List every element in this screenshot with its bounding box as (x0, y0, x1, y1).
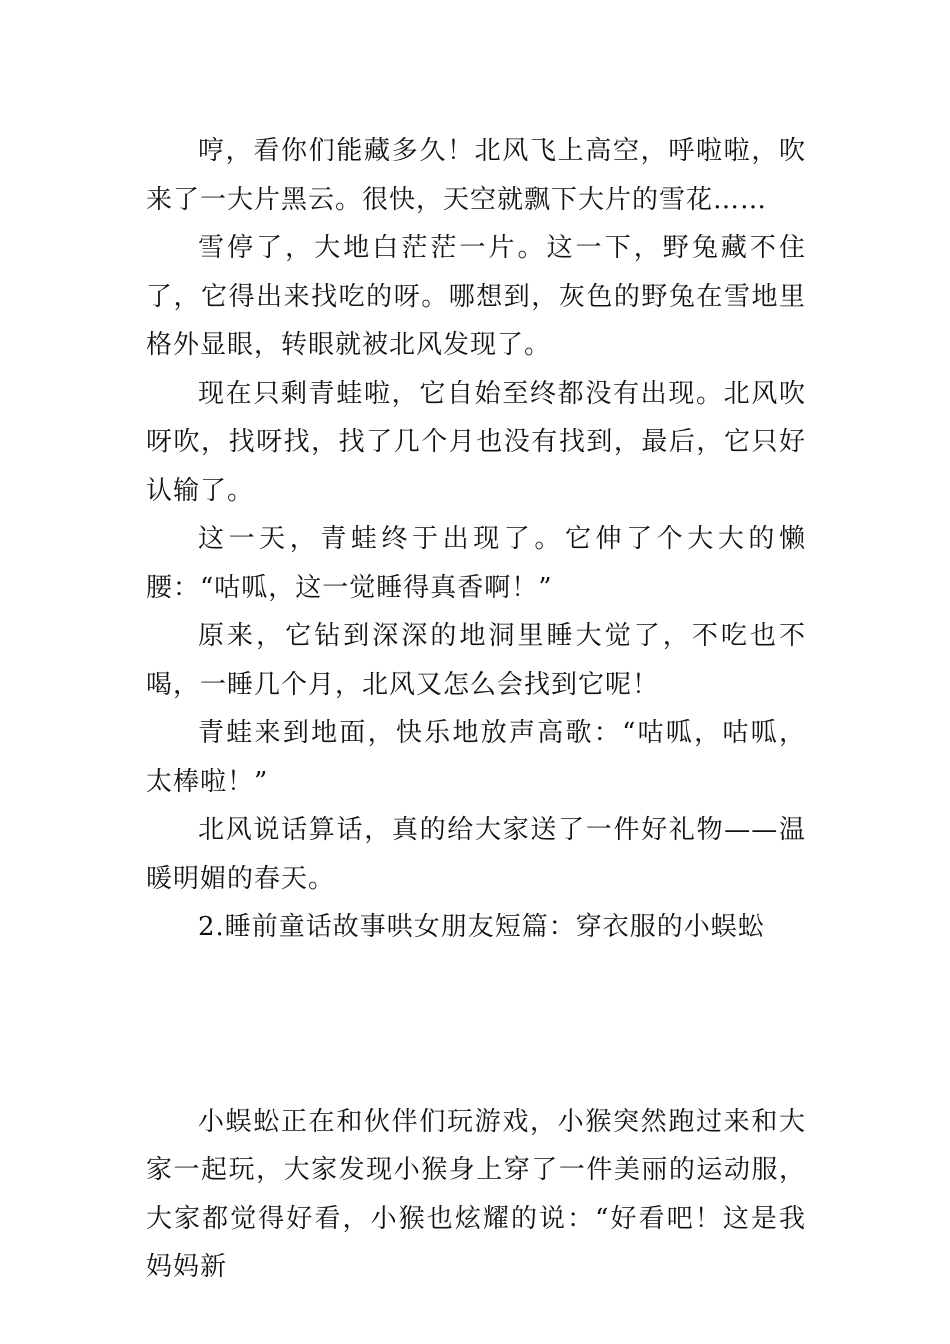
paragraph: 北风说话算话，真的给大家送了一件好礼物——温暖明媚的春天。 (146, 815, 806, 894)
section-heading: 2.睡前童话故事哄女朋友短篇：穿衣服的小蜈蚣 (198, 912, 765, 942)
paragraph: 青蛙来到地面，快乐地放声高歌：“咕呱，咕呱，太棒啦！” (146, 718, 806, 797)
blank-space (146, 952, 806, 1098)
paragraph: 小蜈蚣正在和伙伴们玩游戏，小猴突然跑过来和大家一起玩，大家发现小猴身上穿了一件美丽的运动服，大家都觉得好看，小猴也炫耀的说：“好看吧！这是我妈妈新 (146, 1106, 806, 1282)
document-body (146, 127, 806, 1292)
paragraph: 原来，它钻到深深的地洞里睡大觉了，不吃也不喝，一睡几个月，北风又怎么会找到它呢！ (146, 621, 806, 700)
paragraph: 这一天，青蛙终于出现了。它伸了个大大的懒腰：“咕呱，这一觉睡得真香啊！” (146, 524, 806, 603)
paragraph: 哼，看你们能藏多久！北风飞上高空，呼啦啦，吹来了一大片黑云。很快，天空就飘下大片的雪花…… (146, 136, 806, 215)
paragraph: 现在只剩青蛙啦，它自始至终都没有出现。北风吹呀吹，找呀找，找了几个月也没有找到，最后，它只好认输了。 (146, 378, 806, 506)
paragraph: 雪停了，大地白茫茫一片。这一下，野兔藏不住了，它得出来找吃的呀。哪想到，灰色的野兔在雪地里格外显眼，转眼就被北风发现了。 (146, 233, 806, 360)
